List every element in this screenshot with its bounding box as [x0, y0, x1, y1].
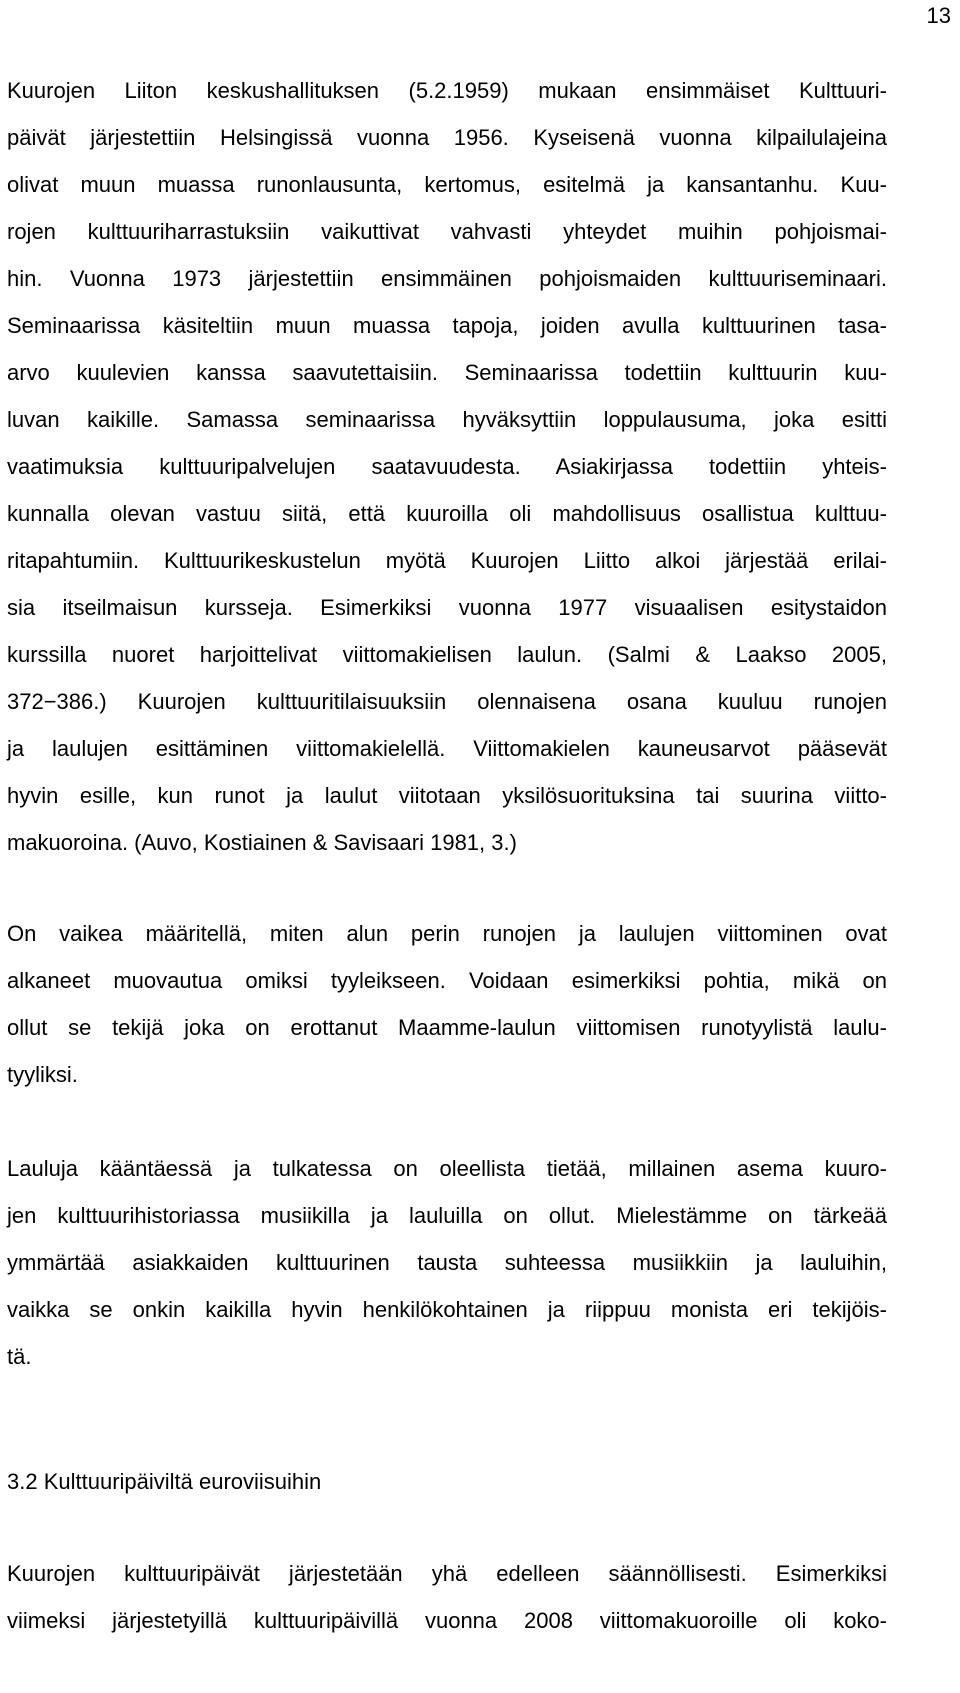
text-line: Kuurojen Liiton keskushallituksen (5.2.1959) mukaan ensimmäiset Kulttuuri- [7, 78, 887, 103]
text-line: rojen kulttuuriharrastuksiin vaikuttivat vahvasti yhteydet muihin pohjoismai- [7, 219, 887, 244]
paragraph-spacing [7, 866, 887, 910]
text-line: Seminaarissa käsiteltiin muun muassa tapoja, joiden avulla kulttuurinen tasa- [7, 313, 887, 338]
text-line: kunnalla olevan vastuu siitä, että kuuroilla oli mahdollisuus osallistua kulttuu- [7, 501, 887, 526]
text-line: viimeksi järjestetyillä kulttuuripäivillä vuonna 2008 viittomakuoroille oli koko- [7, 1608, 887, 1633]
text-line: kurssilla nuoret harjoittelivat viittomakielisen laulun. (Salmi & Laakso 2005, [7, 642, 887, 667]
text-line: ritapahtumiin. Kulttuurikeskustelun myötä Kuurojen Liitto alkoi järjestää erilai- [7, 548, 887, 573]
text-line: päivät järjestettiin Helsingissä vuonna 1956. Kyseisenä vuonna kilpailulajeina [7, 125, 887, 150]
text-line: tä. [7, 1344, 32, 1369]
text-line: alkaneet muovautua omiksi tyyleikseen. Voidaan esimerkiksi pohtia, mikä on [7, 968, 887, 993]
text-line: vaatimuksia kulttuuripalvelujen saatavuudesta. Asiakirjassa todettiin yhteis- [7, 454, 887, 479]
paragraph [7, 1145, 887, 1380]
paragraph [7, 910, 887, 1098]
section-heading: 3.2 Kulttuuripäiviltä euroviisuihin [7, 1469, 322, 1494]
text-line: ollut se tekijä joka on erottanut Maamme-laulun viittomisen runotyylistä laulu- [7, 1015, 887, 1040]
document-body [7, 67, 887, 1644]
text-line: arvo kuulevien kanssa saavutettaisiin. Seminaarissa todettiin kulttuurin kuu- [7, 360, 887, 385]
text-line: Lauluja kääntäessä ja tulkatessa on oleellista tietää, millainen asema kuuro- [7, 1156, 887, 1181]
text-line: jen kulttuurihistoriassa musiikilla ja lauluilla on ollut. Mielestämme on tärkeää [7, 1203, 887, 1228]
section-spacing [7, 1380, 887, 1458]
text-line: luvan kaikille. Samassa seminaarissa hyväksyttiin loppulausuma, joka esitti [7, 407, 887, 432]
text-line: ja laulujen esittäminen viittomakielellä. Viittomakielen kauneusarvot pääsevät [7, 736, 887, 761]
text-line: 372−386.) Kuurojen kulttuuritilaisuuksiin olennaisena osana kuuluu runojen [7, 689, 887, 714]
text-line: tyyliksi. [7, 1062, 78, 1087]
paragraph-spacing [7, 1098, 887, 1145]
text-line: makuoroina. (Auvo, Kostiainen & Savisaari 1981, 3.) [7, 830, 517, 855]
page-number: 13 [926, 3, 951, 28]
heading-spacing [7, 1505, 887, 1550]
text-line: olivat muun muassa runonlausunta, kertomus, esitelmä ja kansantanhu. Kuu- [7, 172, 887, 197]
text-line: On vaikea määritellä, miten alun perin runojen ja laulujen viittominen ovat [7, 921, 887, 946]
text-line: ymmärtää asiakkaiden kulttuurinen tausta suhteessa musiikkiin ja lauluihin, [7, 1250, 887, 1275]
text-line: hin. Vuonna 1973 järjestettiin ensimmäinen pohjoismaiden kulttuuriseminaari. [7, 266, 887, 291]
text-line: Kuurojen kulttuuripäivät järjestetään yhä edelleen säännöllisesti. Esimerkiksi [7, 1561, 887, 1586]
text-line: sia itseilmaisun kursseja. Esimerkiksi vuonna 1977 visuaalisen esitystaidon [7, 595, 887, 620]
text-line: hyvin esille, kun runot ja laulut viitotaan yksilösuorituksina tai suurina viitto- [7, 783, 887, 808]
paragraph [7, 67, 887, 866]
paragraph [7, 1550, 887, 1644]
text-line: vaikka se onkin kaikilla hyvin henkilökohtainen ja riippuu monista eri tekijöis- [7, 1297, 887, 1322]
